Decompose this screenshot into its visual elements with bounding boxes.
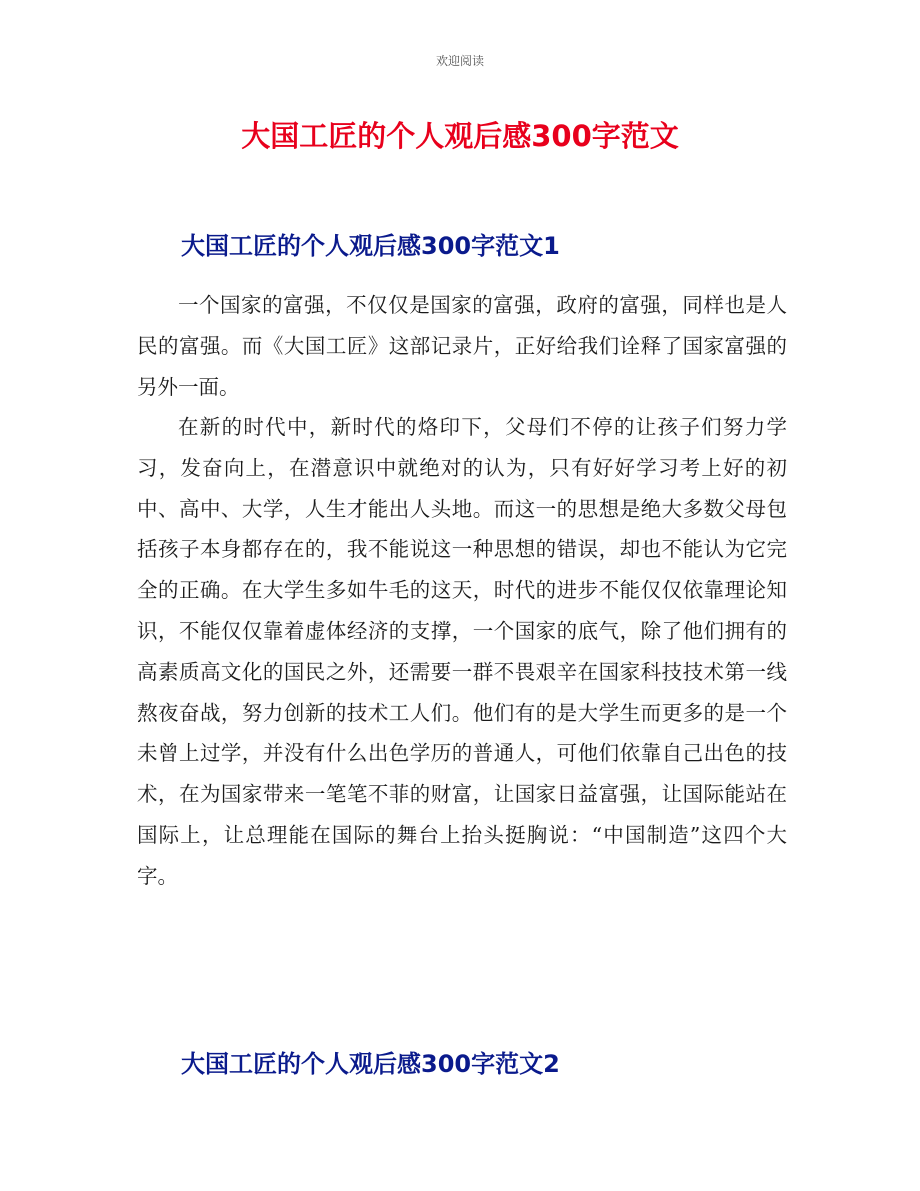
section-heading-2: 大国工匠的个人观后感300字范文2 — [181, 1050, 560, 1078]
body-paragraph-1: 一个国家的富强，不仅仅是国家的富强，政府的富强，同样也是人民的富强。而《大国工匠》这部记录片，正好给我们诠释了国家富强的另外一面。 — [137, 293, 787, 399]
document-title: 大国工匠的个人观后感300字范文 — [241, 119, 679, 153]
body-paragraph-2: 在新的时代中，新时代的烙印下，父母们不停的让孩子们努力学习，发奋向上，在潜意识中就绝对的认为，只有好好学习考上好的初中、高中、大学，人生才能出人头地。而这一的思想是绝大多数父母包括孩子本身都存在的，我不能说这一种思想的错误，却也不能认为它完全的正确。在大学生多如牛毛的这天，时代的进步不能仅仅依靠理论知识，不能仅仅靠着虚体经济的支撑，一个国家的底气，除了他们拥有的高素质高文化的国民之外，还需要一群不畏艰辛在国家科技技术第一线熬夜奋战，努力创新的技术工人们。他们有的是大学生而更多的是一个未曾上过学，并没有什么出色学历的普通人，可他们依靠自己出色的技术，在为国家带来一笔笔不菲的财富，让国家日益富强，让国际能站在国际上，让总理能在国际的舞台上抬头挺胸说：“中国制造”这四个大字。 — [137, 415, 787, 888]
running-header: 欢迎阅读 — [435, 54, 484, 68]
section-heading-1: 大国工匠的个人观后感300字范文1 — [181, 232, 560, 260]
